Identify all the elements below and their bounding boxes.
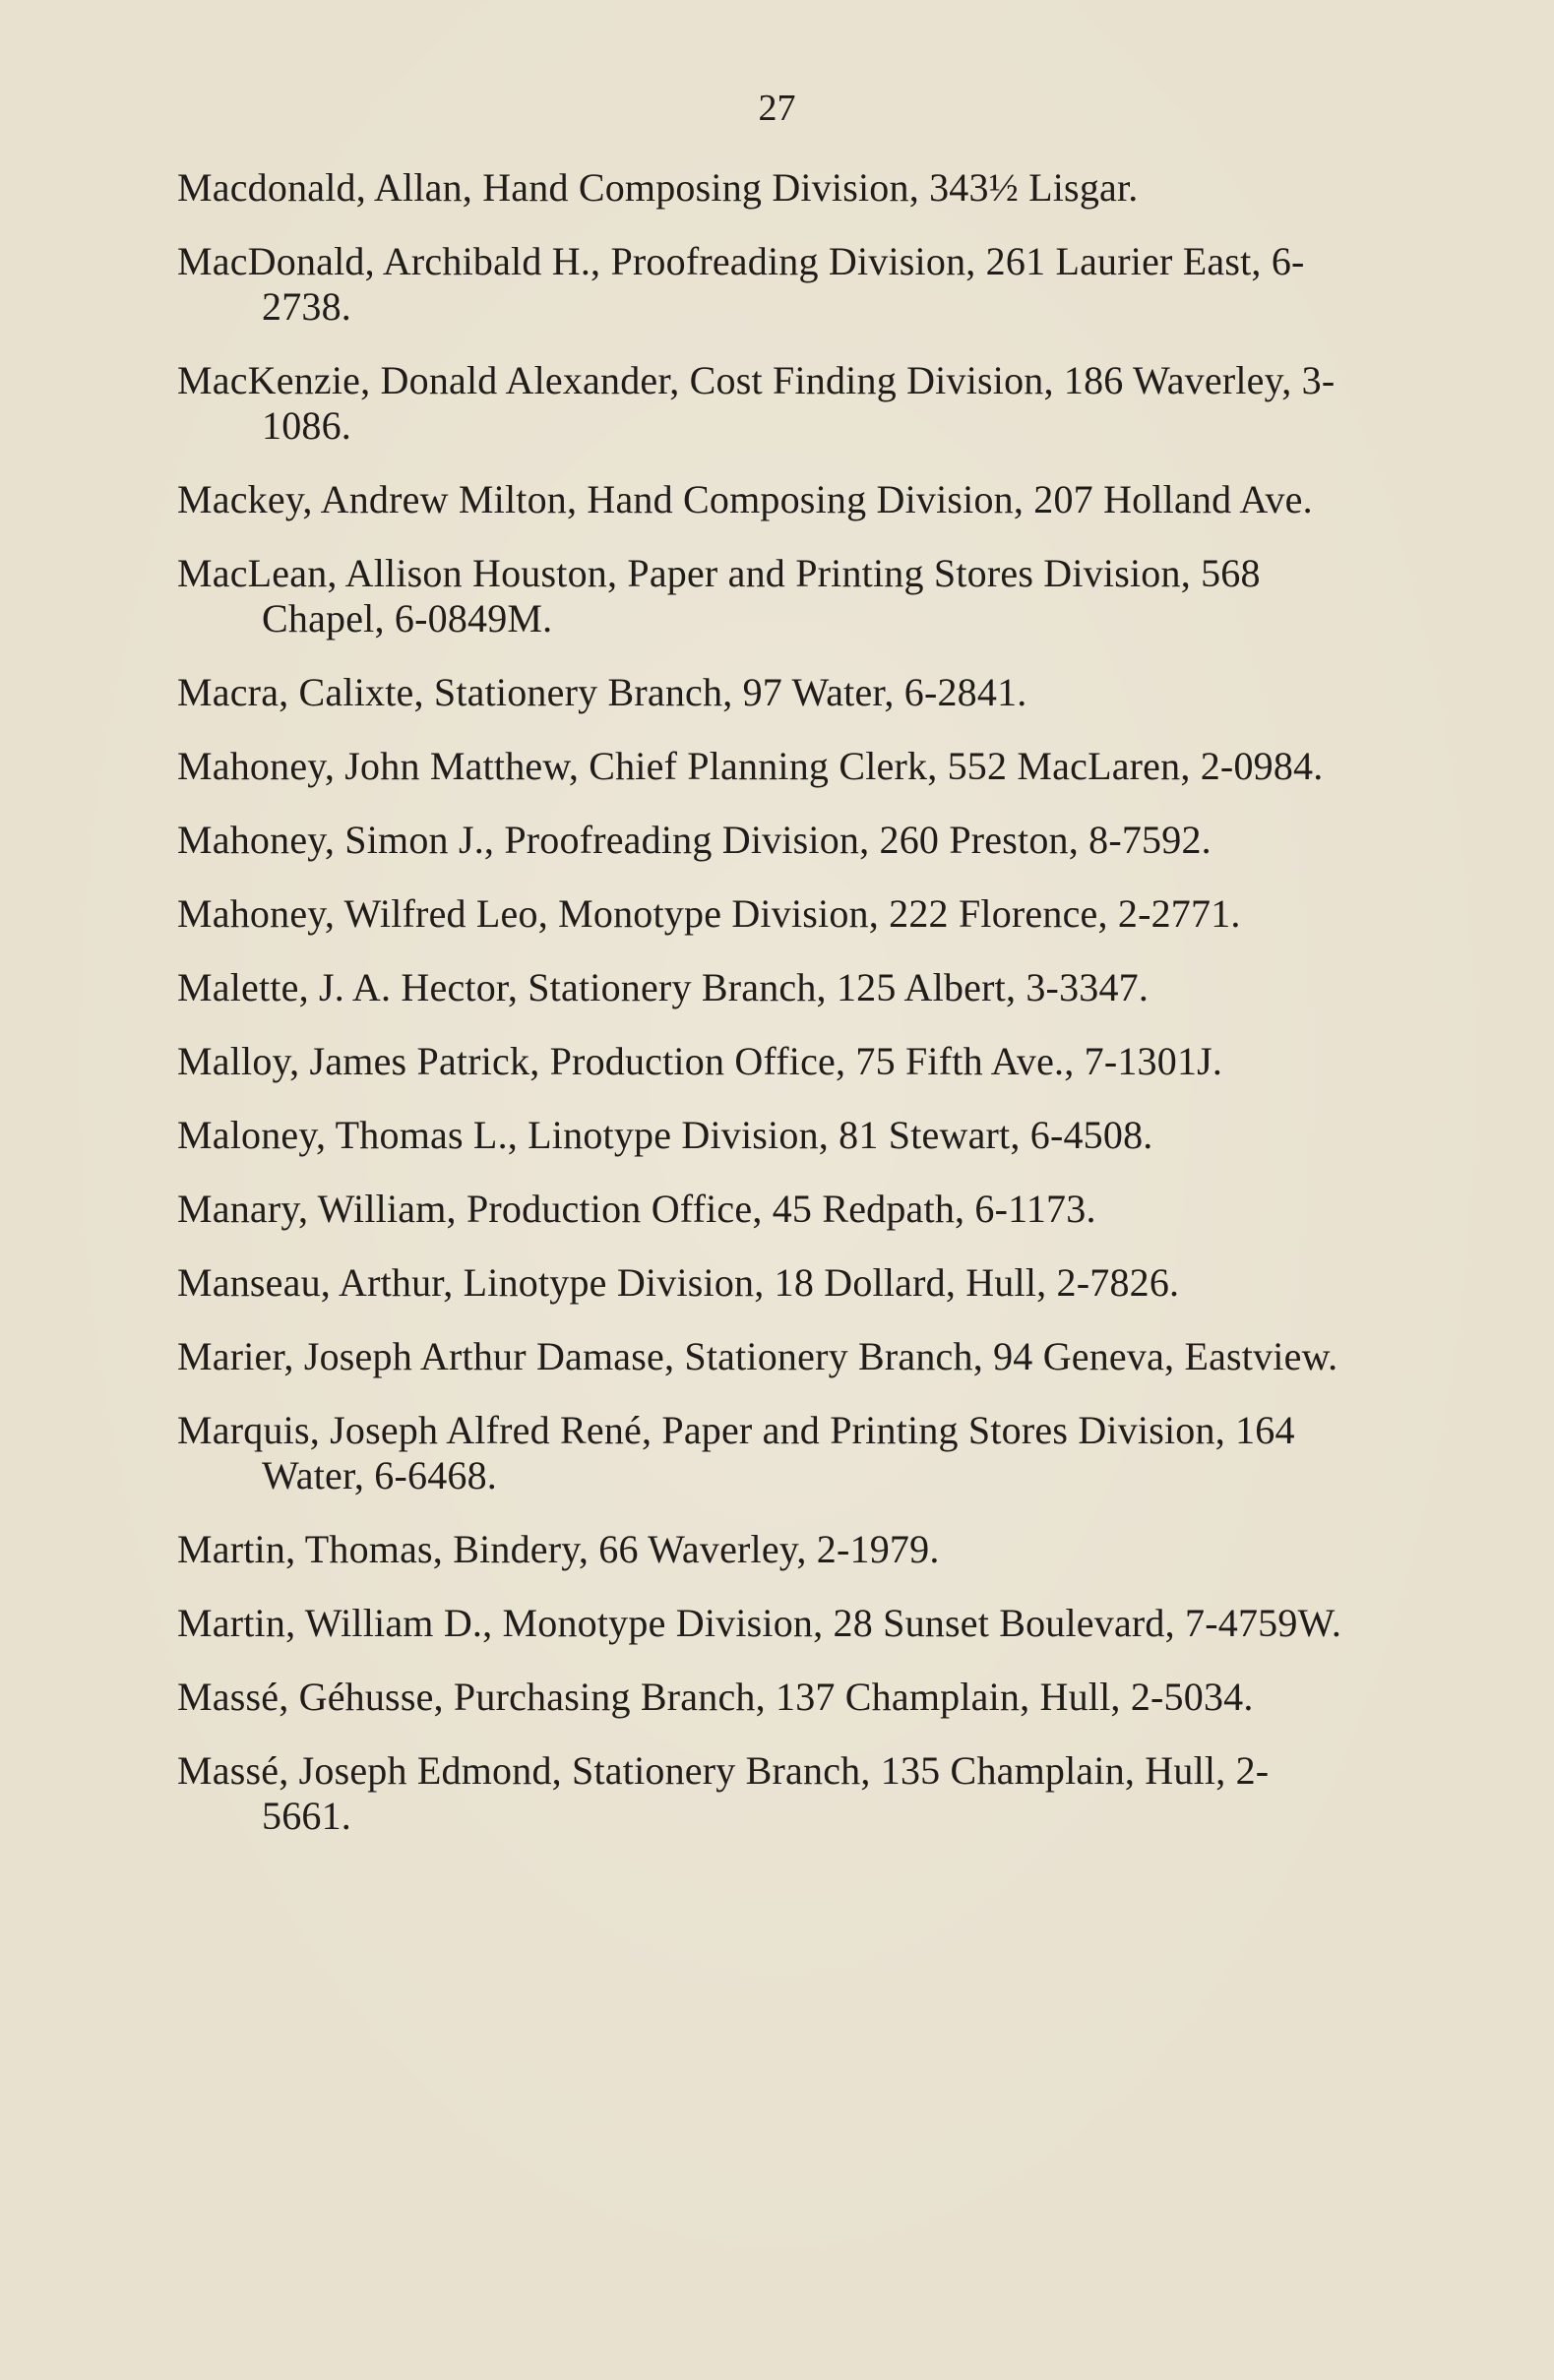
directory-entry: Malette, J. A. Hector, Stationery Branch, 125 Albert, 3-3347.: [177, 965, 1150, 1009]
directory-entry: Martin, William D., Monotype Division, 28 Sunset Boulevard, 7-4759W.: [177, 1601, 1342, 1645]
directory-entry: Malloy, James Patrick, Production Office, 75 Fifth Ave., 7-1301J.: [177, 1039, 1223, 1083]
directory-entry: MacKenzie, Donald Alexander, Cost Finding Division, 186 Waverley, 3-1086.: [177, 358, 1336, 448]
directory-entry: Massé, Géhusse, Purchasing Branch, 137 Champlain, Hull, 2-5034.: [177, 1675, 1254, 1719]
directory-entry: Mackey, Andrew Milton, Hand Composing Division, 207 Holland Ave.: [177, 477, 1313, 521]
directory-entry: Manary, William, Production Office, 45 Redpath, 6-1173.: [177, 1187, 1096, 1231]
directory-entry: Mahoney, Simon J., Proofreading Division, 260 Preston, 8-7592.: [177, 818, 1212, 862]
directory-entry: Maloney, Thomas L., Linotype Division, 81 Stewart, 6-4508.: [177, 1113, 1153, 1157]
directory-entry: MacLean, Allison Houston, Paper and Printing Stores Division, 568 Chapel, 6-0849M.: [177, 551, 1261, 641]
directory-entry: Mahoney, Wilfred Leo, Monotype Division, 222 Florence, 2-2771.: [177, 891, 1241, 936]
directory-entry: Marier, Joseph Arthur Damase, Stationery Branch, 94 Geneva, Eastview.: [177, 1334, 1338, 1378]
directory-list: [177, 165, 1358, 1867]
directory-entry: Mahoney, John Matthew, Chief Planning Clerk, 552 MacLaren, 2-0984.: [177, 744, 1324, 788]
directory-entry: Macdonald, Allan, Hand Composing Division, 343½ Lisgar.: [177, 165, 1139, 210]
directory-entry: Marquis, Joseph Alfred René, Paper and Printing Stores Division, 164 Water, 6-6468.: [177, 1408, 1295, 1497]
page-number: 27: [758, 88, 796, 129]
directory-entry: Macra, Calixte, Stationery Branch, 97 Water, 6-2841.: [177, 670, 1027, 714]
directory-entry: Manseau, Arthur, Linotype Division, 18 Dollard, Hull, 2-7826.: [177, 1260, 1180, 1305]
directory-entry: MacDonald, Archibald H., Proofreading Division, 261 Laurier East, 6-2738.: [177, 239, 1305, 329]
directory-entry: Martin, Thomas, Bindery, 66 Waverley, 2-1979.: [177, 1527, 940, 1571]
directory-entry: Massé, Joseph Edmond, Stationery Branch, 135 Champlain, Hull, 2-5661.: [177, 1748, 1270, 1838]
